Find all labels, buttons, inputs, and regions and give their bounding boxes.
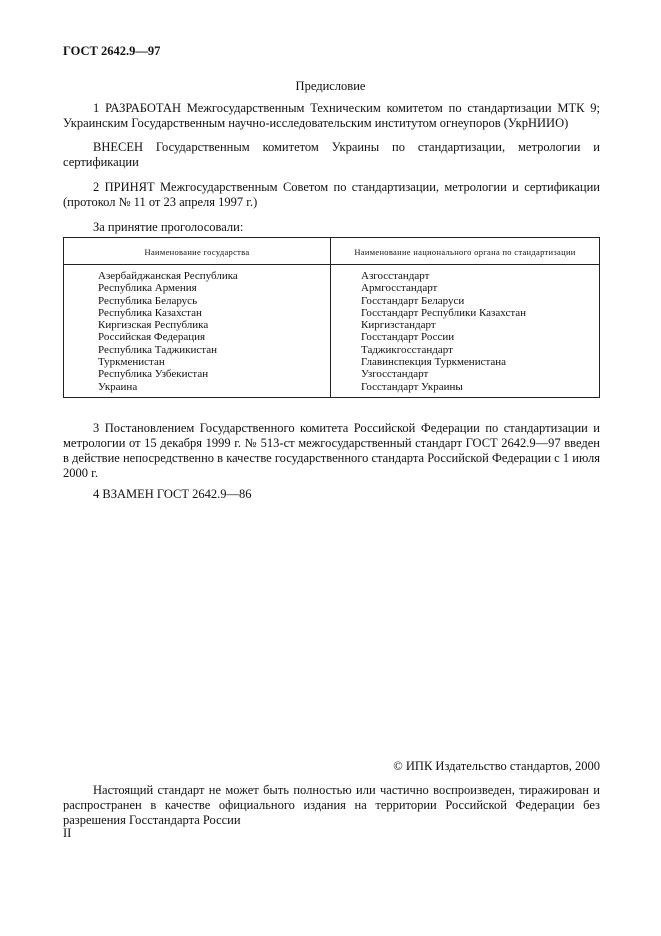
- states-column: [64, 265, 331, 398]
- bodies-column: [331, 265, 600, 398]
- standards-body-name: Госстандарт Украины: [361, 380, 463, 393]
- state-name: Азербайджанская Республика: [98, 270, 238, 282]
- paragraph-adopted: 2 ПРИНЯТ Межгосударственным Советом по стандартизации, метрологии и сертификации (протокол № 11 от 23 апреля 1997 г.): [63, 180, 600, 209]
- standards-body-name: Госстандарт России: [361, 331, 455, 344]
- reproduction-notice: Настоящий стандарт не может быть полностью или частично воспроизведен, тиражирован и распространен в качестве официального издания на территории Российской Федерации без разрешения Госстандарта России: [63, 783, 600, 827]
- state-name: Республика Таджикистан: [98, 343, 217, 356]
- table-header-state: Наименование государства: [64, 238, 331, 265]
- page-number: II: [63, 826, 72, 840]
- copyright-line: © ИПК Издательство стандартов, 2000: [393, 759, 600, 773]
- state-name: Киргизская Республика: [98, 319, 209, 332]
- table-header-body: Наименование национального органа по стандартизации: [331, 238, 600, 265]
- paragraph-developed: 1 РАЗРАБОТАН Межгосударственным Техническим комитетом по стандартизации МТК 9; Украинским Государственным научно-исследовательским институтом огнеупоров (УкрНИИО): [63, 101, 600, 130]
- standards-body-name: Узгосстандарт: [361, 368, 429, 381]
- standards-body-name: Госстандарт Беларуси: [361, 294, 465, 307]
- state-name: Республика Беларусь: [98, 294, 198, 307]
- state-name: Туркменистан: [98, 356, 165, 369]
- paragraph-replaces: 4 ВЗАМЕН ГОСТ 2642.9—86: [93, 487, 252, 501]
- state-name: Республика Узбекистан: [98, 368, 209, 381]
- state-name: Республика Армения: [98, 282, 197, 295]
- paragraph-introduced: ВНЕСЕН Государственным комитетом Украины по стандартизации, метрологии и сертификации: [63, 140, 600, 169]
- standards-body-name: Таджикгосстандарт: [361, 343, 453, 356]
- standards-body-name: Главинспекция Туркменистана: [361, 356, 507, 369]
- standards-body-name: Киргизстандарт: [361, 319, 436, 332]
- standards-body-name: Азгосстандарт: [361, 270, 430, 282]
- state-name: Российская Федерация: [98, 331, 206, 344]
- state-name: Республика Казахстан: [98, 306, 202, 319]
- paragraph-enacted: 3 Постановлением Государственного комитета Российской Федерации по стандартизации и метрологии от 15 декабря 1999 г. № 513-ст межгосударственный стандарт ГОСТ 2642.9—97 введен в действие непосредственно в качестве государственного стандарта Российской Федерации с 1 июля 2000 г.: [63, 421, 600, 480]
- state-name: Украина: [98, 380, 138, 393]
- standards-body-name: Госстандарт Республики Казахстан: [361, 306, 527, 319]
- standard-code: ГОСТ 2642.9—97: [63, 44, 161, 58]
- standards-body-name: Армгосстандарт: [361, 282, 438, 295]
- voting-states-table: [63, 237, 600, 398]
- voting-lead-text: За принятие проголосовали:: [93, 220, 244, 234]
- page-title: Предисловие: [295, 79, 366, 93]
